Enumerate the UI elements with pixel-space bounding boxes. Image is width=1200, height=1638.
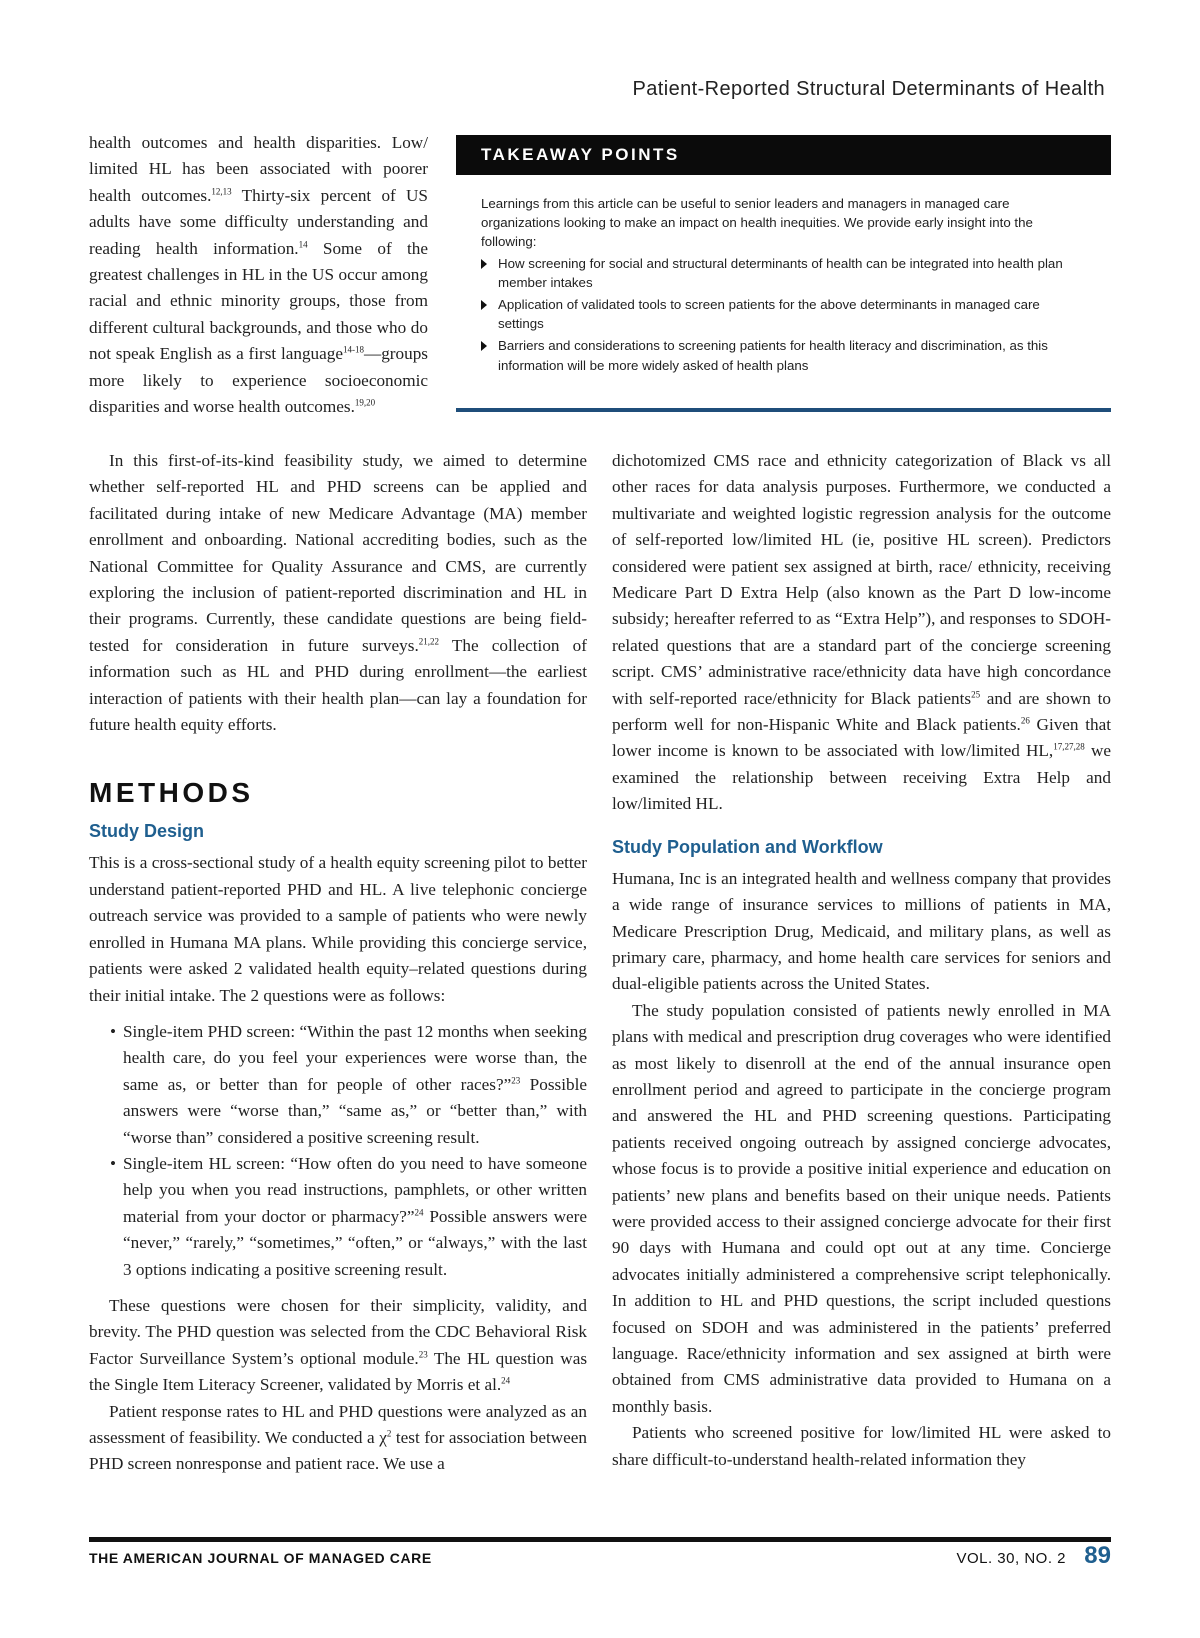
takeaway-intro: Learnings from this article can be useful to senior leaders and managers in managed care organizations looking to make an impact on health inequities. We provide early insight into the following:: [481, 196, 1033, 250]
bullet-icon: •: [110, 1153, 117, 1173]
left-column-top: [89, 130, 428, 420]
paragraph: Humana, Inc is an integrated health and wellness company that provides a wide range of insurance services to millions of patients in MA, Medicare Prescription Drug, Medicaid, and military plans, as well as primary care, pharmacy, and home health care services for seniors and dual-eligible patients across the United States.: [612, 868, 1111, 994]
paragraph: Patients who screened positive for low/limited HL were asked to share difficult-to-understand health-related information they: [612, 1423, 1111, 1469]
study-design-heading: Study Design: [89, 821, 205, 842]
chevron-right-icon: [481, 300, 487, 310]
paragraph: This is a cross-sectional study of a health equity screening pilot to better understand patient-reported PHD and HL. A live telephonic concierge outreach service was provided to a sample of patients who were newly enrolled in Humana MA plans. While providing this concierge service, patients were asked 2 validated health equity–related questions during their initial intake. The 2 questions were as follows:: [89, 853, 587, 1005]
takeaway-item: Barriers and considerations to screening patients for health literacy and discrimination, as this information will be more widely asked of health plans: [481, 336, 1086, 374]
question-list: [89, 1019, 587, 1283]
right-column: [612, 448, 1111, 1473]
paragraph: Patient response rates to HL and PHD questions were analyzed as an assessment of feasibility. We conducted a $\chi^2$ test for association between PHD screen nonresponse and patient race. We use a: [89, 1401, 587, 1474]
methods-heading: METHODS: [89, 777, 254, 809]
running-head: Patient-Reported Structural Determinants of Health: [632, 78, 1105, 100]
takeaway-item: How screening for social and structural determinants of health can be integrated into health plan member intakes: [481, 254, 1086, 292]
paragraph: These questions were chosen for their simplicity, validity, and brevity. The PHD question was selected from the CDC Behavioral Risk Factor Surveillance System’s optional module.$^{23}$ The HL question was the Single Item Literacy Screener, validated by Morris et al.$^{24}$: [89, 1295, 588, 1395]
paragraph: dichotomized CMS race and ethnicity categorization of Black vs all other races for data analysis purposes. Furthermore, we conducted a multivariate and weighted logistic regression analysis for the outcome of self-reported low/limited HL (ie, positive HL screen). Predictors considered were patient sex assigned at birth, race/ ethnicity, receiving Medicare Part D Extra Help (also known as the Part D low-income subsidy; hereafter referred to as “Extra Help”), and responses to SDOH-related questions that are a standard part of the concierge screening script. CMS’ administrative race/ethnicity data have high concordance with self-reported race/ethnicity for Black patients$^{25}$ and are shown to perform well for non-Hispanic White and Black patients.$^{26}$ Given that lower income is known to be associated with low/limited HL,$^{17,27,28}$ we examined the relationship between receiving Extra Help and low/limited HL.: [612, 451, 1112, 814]
study-population-heading: Study Population and Workflow: [612, 836, 883, 857]
takeaway-header: TAKEAWAY POINTS: [456, 135, 1111, 175]
list-item: • Single-item HL screen: “How often do you need to have someone help you when you read instructions, pamphlets, or other written material from your doctor or pharmacy?”$^{24}$ Possible answers were “never,” “rarely,” “sometimes,” “often,” or “always,” with the last 3 options indicating a positive screening result.: [89, 1151, 587, 1283]
paragraph: health outcomes and health disparities. Low/ limited HL has been associated with poorer health outcomes.$^{12,13}$ Thirty-six percent of US adults have some difficulty understanding and reading health information.$^{14}$ Some of the greatest challenges in HL in the US occur among racial and ethnic minority groups, those from different cultural backgrounds, and those who do not speak English as a first language$^{14-18}$—groups more likely to experience socioeconomic disparities and worse health outcomes.$^{19,20}$: [89, 133, 428, 417]
left-column: [89, 448, 587, 1478]
chevron-right-icon: [481, 259, 487, 269]
takeaway-list: [481, 254, 1086, 375]
page-number: 89: [1084, 1542, 1111, 1569]
takeaway-item: Application of validated tools to screen patients for the above determinants in managed care settings: [481, 295, 1086, 333]
journal-name: THE AMERICAN JOURNAL OF MANAGED CARE: [89, 1550, 432, 1566]
list-item: • Single-item PHD screen: “Within the past 12 months when seeking health care, do you feel your experiences were worse than, the same as, or better than for people of other races?”$^{23}$ Possible answers were “worse than,” “same as,” or “better than,” with “worse than” considered a positive screening result.: [89, 1019, 587, 1151]
takeaway-body: [456, 175, 1111, 375]
bullet-icon: •: [110, 1021, 117, 1041]
takeaway-box: [456, 135, 1111, 412]
paragraph: The study population consisted of patients newly enrolled in MA plans with medical and prescription drug coverages who were identified as most likely to disenroll at the end of the annual insurance open enrollment period and agreed to participate in the concierge program and answered the HL and PHD screening questions. Participating patients received ongoing outreach by assigned concierge advocates, whose focus is to provide a positive initial experience and education on patients’ new plans and benefits based on their unique needs. Patients were provided access to their assigned concierge advocate for their first 90 days with Humana and could opt out at any time. Concierge advocates initially administered a comprehensive script telephonically. In addition to HL and PHD questions, the script included questions focused on SDOH and was administered in the patients’ preferred language. Race/ethnicity information and sex assigned at birth were obtained from CMS administrative data provided to Humana on a monthly basis.: [612, 1000, 1111, 1416]
chevron-right-icon: [481, 341, 487, 351]
volume-issue: VOL. 30, NO. 2: [956, 1550, 1066, 1567]
paragraph: In this first-of-its-kind feasibility study, we aimed to determine whether self-reported HL and PHD screens can be applied and facilitated during intake of new Medicare Advantage (MA) member enrollment and onboarding. National accrediting bodies, such as the National Committee for Quality Assurance and CMS, are currently exploring the inclusion of patient-reported discrimination and HL in their programs. Currently, these candidate questions are being field-tested for consideration in future surveys.$^{21,22}$ The collection of information such as HL and PHD during enrollment—the earliest interaction of patients with their health plan—can lay a foundation for future health equity efforts.: [89, 451, 587, 735]
footer-rule: [89, 1537, 1111, 1542]
